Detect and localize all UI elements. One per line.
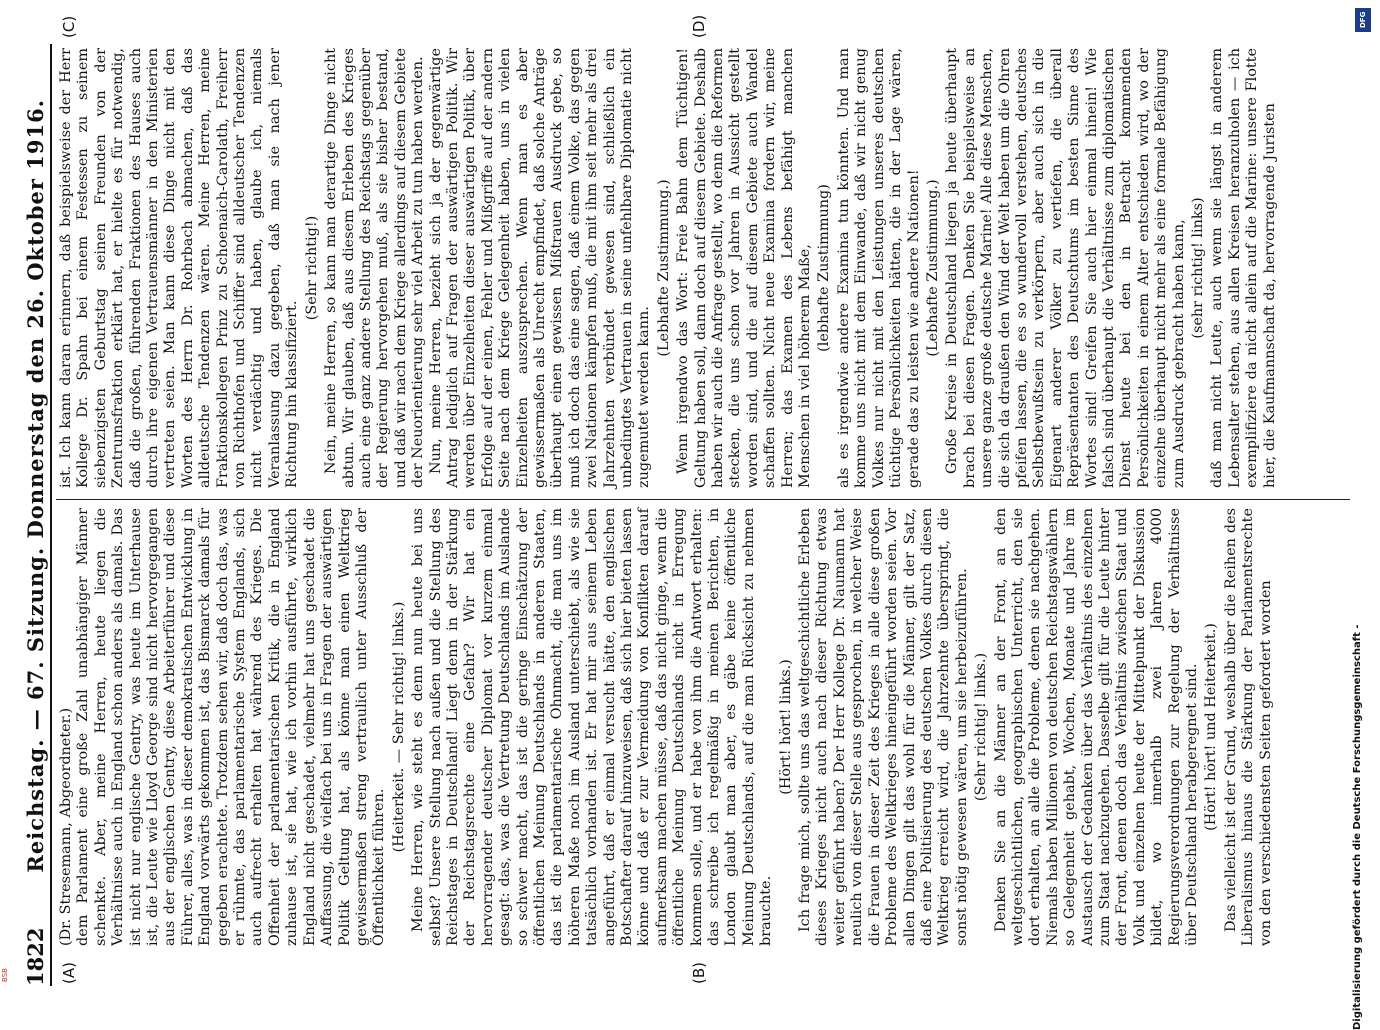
paragraph: dem Parlament eine große Zahl unabhängiger Männer schenkte. Aber, meine Herren, heute liegen die Verhältnisse auch in England schon anders als damals. Das ist nicht nur englische Gentry, was heute im Unterhause ist, die Leute wie Lloyd George sind nicht hervorgegangen aus der englischen Gentry, diese Arbeiterführer und diese Führer, alles, was in dieser demokratischen Entwicklung in England vorwärts gekommen ist, das Bismarck damals für gegeben erachtete. Trotzdem sehen wir, daß doch das, was er rühmte, das parlamentarische System Englands, sich auch aufrecht erhalten hat während des Krieges. Die Offenheit der parlamentarischen Kritik, die in England zuhause ist, sie hat, wie ich vorhin ausführte, wirklich England nicht geschadet, vielmehr hat uns geschadet die Auffassung, die vielfach bei uns in Fragen der auswärtigen Politik Geltung hat, als könne man einen Weltkrieg gewissermaßen streng vertraulich unter Ausschluß der Öffentlichkeit führen. [75, 508, 388, 946]
library-stamp: BSB [1, 968, 9, 982]
interjection: (Heiterkeit. — Sehr richtig! links.) [390, 601, 407, 853]
column-divider [56, 499, 1350, 500]
paragraph: Meine Herren, wie steht es denn nun heute bei uns selbst? Unsere Stellung nach außen und die Stellung des Reichstages in Deutschland! Liegt denn in der Stärkung der Reichstagsrechte eine Gefahr? Wir hat ein hervorragender deutscher Diplomat vor kurzem einmal gesagt: das, was die Vertretung Deutschlands im Auslande so schwer macht, das ist die geringe Einschätzung der öffentlichen Meinung Deutschlands in anderen Staaten, das ist die parlamentarische Ohnmacht, die man uns im höheren Maße noch im Ausland unterschiebt, als wie sie tatsächlich vorhanden ist. Er hat mir aus seinem Leben angeführt, daß er einmal versucht hätte, den englischen Botschafter darauf hinzuweisen, daß sich hier bieten lassen könne und daß er zur Vermeidung von Konflikten darauf aufmerksam machen müsse, daß das nicht ginge, wenn die öffentliche Meinung Deutschlands nicht in Erregung kommen solle, und er habe von ihm die Antwort erhalten: das schreibe ich regelmäßig in meinen Berichten, in London glaubt man aber, es gäbe keine öffentliche Meinung Deutschlands, auf die man Rücksicht zu nehmen brauchte. [410, 508, 775, 946]
interjection: (Lebhafte Zustimmung.) [924, 179, 941, 357]
paragraph: Wenn irgendwo das Wort: Freie Bahn dem Tüchtigen! Geltung haben soll, dann doch auf diesem Gebiete. Deshalb haben wir auch die Anfrage gestellt, wo denn die Reformen stecken, die uns schon vor Jahren in Aussicht gestellt worden sind, und die auf diesem Gebiete auch Wandel schaffen sollten. Nicht neue Examina fordern wir, meine Herren; das Examen des Lebens befähigt manchen Menschen in viel höherem Maße, [675, 48, 814, 488]
interjection: (Lebhafte Zustimmung.) [655, 179, 672, 357]
margin-marker-c: (C) [60, 15, 78, 38]
margin-marker-a: (A) [60, 962, 78, 984]
interjection: (Sehr richtig! links.) [973, 652, 990, 802]
paragraph: Nun, meine Herren, bezieht sich ja der gegenwärtige Antrag lediglich auf Fragen der auswärtigen Politik. Wir werden über Einzelheiten dieser auswärtigen Politik, über Erfolge auf der einen, Fehler und Mißgriffe auf der andern Seite nach dem Kriege Gelegenheit haben, uns in vielen Einzelheiten auszusprechen. Wenn man es aber gewissermaßen als Unrecht empfindet, daß solche Anträge überhaupt einen gewissen Mißtrauen Ausdruck gebe, so muß ich doch das eine sagen, daß einem Volke, das gegen zwei Nationen kämpfen muß, die mit ihm seit mehr als drei Jahrzehnten verbündet gewesen sind, schließlich ein unbedingtes Vertrauen in seine unfehlbare Diplomatie nicht zugemutet werden kann. [427, 48, 653, 488]
interjection: (Sehr richtig!) [303, 215, 320, 321]
interjection: (sehr richtig! links) [1190, 197, 1206, 339]
paragraph: Große Kreise in Deutschland liegen ja heute überhaupt brach bei diesen Fragen. Denken Sie beispielsweise an unsere ganze große deutsche Marine! Alle diese Menschen, die sich da draußen den Wind der Welt haben um die Ohren pfeifen lassen, die es so wundervoll verstehen, deutsches Selbstbewußtsein zu verkörpern, aber auch sich in die Eigenart anderer Völker zu vertiefen, die überall Repräsentanten des Deutschtums im besten Sinne des Wortes sind! Greifen Sie auch hier einmal hinein! Wie falsch sind überhaupt die Verhältnisse zum diplomatischen Dienst heute bei den in Betracht kommenden Persönlichkeiten in einem Alter entschieden wird, wo der einzelne überhaupt nicht mehr als eine formale Befähigung zum Ausdruck gebracht haben kann, [944, 48, 1187, 488]
dfg-logo: DFG [1355, 8, 1371, 32]
left-column [58, 508, 1275, 946]
paragraph: als es irgendwie andere Examina tun könnten. Und man komme uns nicht mit dem Einwande, daß wir nicht genug Volkes nur nicht mit den Leistungen unseres deutschen tüchtige Persönlichkeiten hätten, die in der Lage wären, gerade das zu leisten wie andere Nationen! [835, 48, 922, 488]
interjection: (lebhafte Zustimmung) [816, 184, 833, 352]
paragraph: Nein, meine Herren, so kann man derartige Dinge nicht abtun. Wir glauben, daß aus diesem Erleben des Krieges auch eine ganz andere Stellung des Reichstags gegenüber der Regierung hervorgehen muß, als sie bisher bestand, und daß wir nach dem Kriege allerdings auf diesem Gebiete der Neuorientierung sehr viel Arbeit zu tun haben werden. [323, 48, 427, 488]
page-header [12, 44, 48, 986]
margin-marker-d: (D) [690, 14, 708, 38]
paragraph: Ich frage mich, sollte uns das weltgeschichtliche Erleben dieses Krieges nicht auch nach dieser Richtung etwas weiter geführt haben? Der Herr Kollege Dr. Naumann hat neulich von dieser Stelle aus gesprochen, in welcher Weise die Frauen in dieser Zeit des Krieges in alle diese großen Probleme des Weltkrieges hineingeführt worden seien. Vor allen Dingen gilt das wohl für die Männer, gilt der Satz, daß eine Politisierung des deutschen Volkes durch diesen Weltkrieg erreicht wird, die Jahrzehnte überspringt, die sonst nötig gewesen wären, um sie herbeizuführen. [797, 508, 970, 946]
paragraph: Das vielleicht ist der Grund, weshalb über die Reihen des Liberalismus hinaus die Stärkung der Parlamentsrechte von den verschiedensten Seiten gefordert worden [1222, 508, 1274, 946]
paragraph: ist. Ich kann daran erinnern, daß beispielsweise der Herr Kollege Dr. Spahn bei einem Festessen zu seinem siebenzigsten Geburtstag seinen Freunden von der Zentrumsfraktion erklärt hat, er hielte es für notwendig, daß die großen, führenden Fraktionen des Hauses auch durch ihre eigenen Vertrauensmänner in den Ministerien vertreten seien. Man kann diese Dinge nicht mit den Worten des Herrn Dr. Rohrbach abmachen, daß das alldeutsche Tendenzen wären. Meine Herren, meine Fraktionskollegen Prinz zu Schoenaich-Carolath, Freiherr von Richthofen und Schiffer sind alldeutscher Tendenzen nicht verdächtig und haben, glaube ich, niemals Veranlassung dazu gegeben, daß man sie nach jener Richtung hin klassifiziert. [58, 48, 301, 488]
interjection: (Hört! hört! links.) [777, 659, 794, 795]
margin-marker-b: (B) [690, 962, 708, 984]
digitization-caption: Digitalisierung gefördert durch die Deutsche Forschungsgemeinschaft - [1352, 624, 1363, 1030]
paragraph: daß man nicht Leute, auch wenn sie längst in anderem Lebensalter stehen, aus allen Kreisen heranzuholen — ich exemplifiziere da nicht allein auf die Marine: unsere Flotte hier, die Kaufmannschaft da, hervorragende Juristen [1209, 48, 1278, 488]
header-rule [50, 44, 52, 986]
paragraph: Denken Sie an die Männer an der Front, an den weltgeschichtlichen, geographischen Unterricht, den sie dort erhalten, an alle die Probleme, denen sie nachgehen. Niemals haben Millionen von deutschen Reichstagswählern so Gelegenheit gehabt, Wochen, Monate und Jahre im Austausch der Gedanken über das Verhältnis des einzelnen zum Staat nachzugehen. Dasselbe gilt für die Leute hinter der Front, denen doch das Verhältnis zwischen Staat und Volk und einzelnen heute der Mittelpunkt der Diskussion bildet, wo innerhalb zwei Jahren 4000 Regierungsverordnungen zur Regelung der Verhältnisse über Deutschland herabgeregnet sind. [992, 508, 1200, 946]
right-column [58, 48, 1279, 488]
interjection: (Hört! hört! und Heiterkeit.) [1203, 623, 1220, 831]
speaker-line: (Dr. Stresemann, Abgeordneter.) [58, 707, 74, 946]
page-number: 1822 [23, 927, 48, 986]
page-title: Reichstag. — 67. Sitzung. Donnerstag den 26. Oktober 1916. [23, 99, 48, 873]
